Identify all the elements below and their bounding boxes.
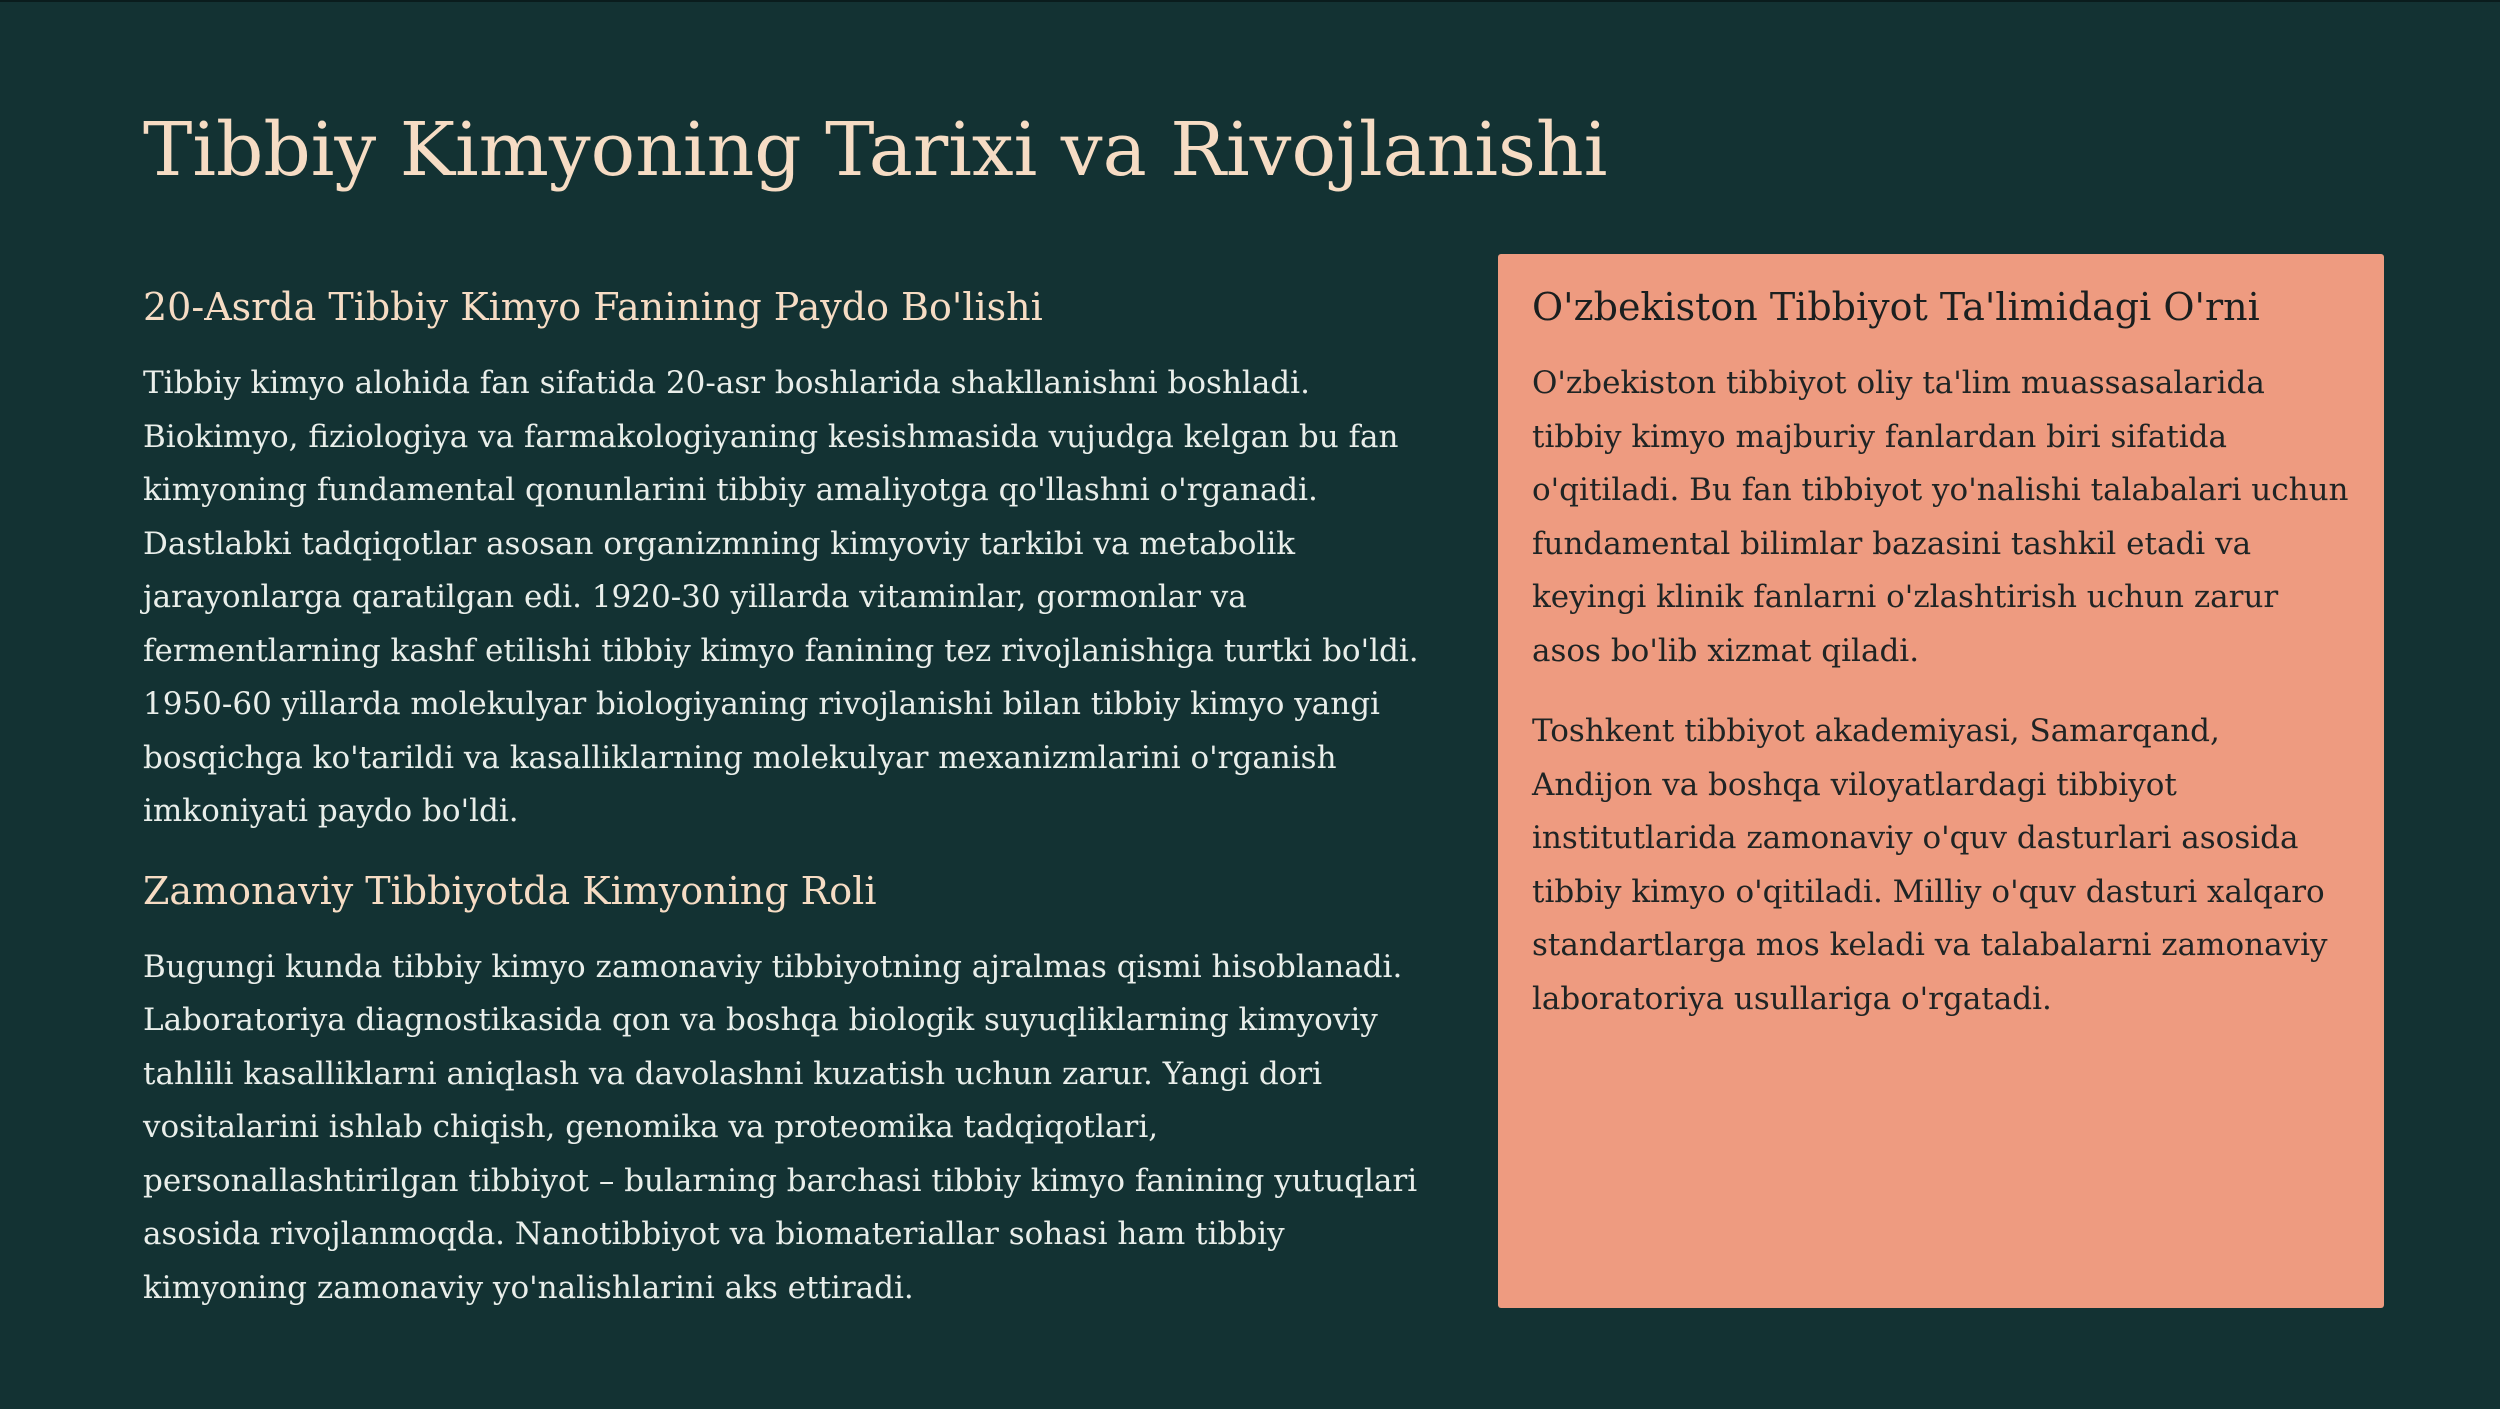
section-heading-history: 20-Asrda Tibbiy Kimyo Fanining Paydo Bo'lishi (143, 285, 1043, 329)
callout-heading: O'zbekiston Tibbiyot Ta'limidagi O'rni (1532, 285, 2260, 329)
callout-paragraph: O'zbekiston tibbiyot oliy ta'lim muassasalarida tibbiy kimyo majburiy fanlardan biri sifatida o'qitiladi. Bu fan tibbiyot yo'nalishi talabalari uchun fundamental bilimlar bazasini tashkil etadi va keyingi klinik fanlarni o'zlashtirish uchun zarur asos bo'lib xizmat qiladi. (1532, 365, 2349, 669)
slide-title: Tibbiy Kimyoning Tarixi va Rivojlanishi (143, 107, 1608, 193)
callout-paragraph: Toshkent tibbiyot akademiyasi, Samarqand, Andijon va boshqa viloyatlardagi tibbiyot institutlarida zamonaviy o'quv dasturlari asosida tibbiy kimyo o'qitiladi. Milliy o'quv dasturi xalqaro standartlarga mos keladi va talabalarni zamonaviy laboratoriya usullariga o'rgatadi. (1532, 713, 2328, 1017)
callout-box (1498, 254, 2384, 1308)
section-body-modern-role: Bugungi kunda tibbiy kimyo zamonaviy tibbiyotning ajralmas qismi hisoblanadi. Laboratoriya diagnostikasida qon va boshqa biologik suyuqliklarning kimyoviy tahlili kasalliklarni aniqlash va davolashni kuzatish uchun zarur. Yangi dori vositalarini ishlab chiqish, genomika va proteomika tadqiqotlari, personallashtirilgan tibbiyot – bularning barchasi tibbiy kimyo fanining yutuqlari asosida rivojlanmoqda. Nanotibbiyot va biomateriallar sohasi ham tibbiy kimyoning zamonaviy yo'nalishlarini aks ettiradi. (143, 948, 1418, 1306)
main-content (143, 274, 1443, 1315)
slide (0, 2, 2500, 1409)
section-body-history: Tibbiy kimyo alohida fan sifatida 20-asr boshlarida shakllanishni boshladi. Biokimyo, fiziologiya va farmakologiyaning kesishmasida vujudga kelgan bu fan kimyoning fundamental qonunlarini tibbiy amaliyotga qo'llashni o'rganadi. Dastlabki tadqiqotlar asosan organizmning kimyoviy tarkibi va metabolik jarayonlarga qaratilgan edi. 1920-30 yillarda vitaminlar, gormonlar va fermentlarning kashf etilishi tibbiy kimyo fanining tez rivojlanishiga turtki bo'ldi. 1950-60 yillarda molekulyar biologiyaning rivojlanishi bilan tibbiy kimyo yangi bosqichga ko'tarildi va kasalliklarning molekulyar mexanizmlarini o'rganish imkoniyati paydo bo'ldi. (143, 365, 1419, 829)
section-heading-modern-role: Zamonaviy Tibbiyotda Kimyoning Roli (143, 868, 877, 913)
